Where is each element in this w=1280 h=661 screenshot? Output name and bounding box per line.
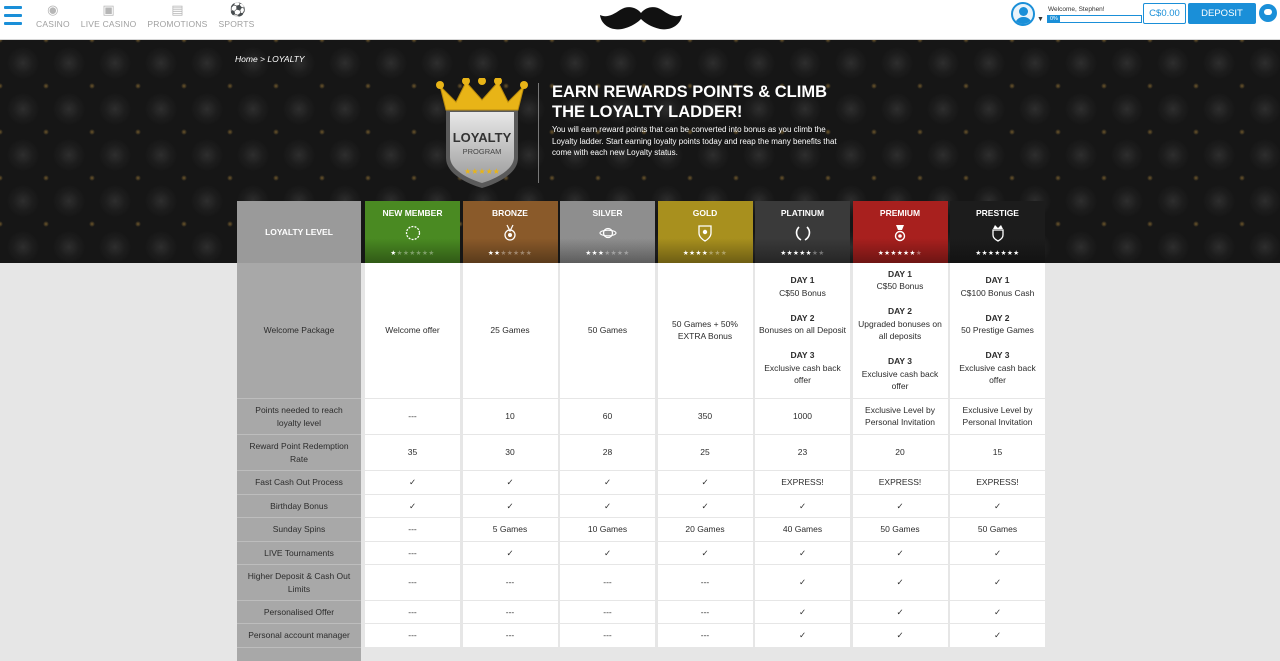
table-cell <box>463 565 558 600</box>
table-cell <box>365 565 460 600</box>
cell-value: --- <box>603 630 612 640</box>
cell-value: --- <box>505 577 515 587</box>
casino-chip-icon: ◉ <box>47 2 59 17</box>
cell-line <box>759 299 846 312</box>
cell-value: ✓ <box>896 630 904 640</box>
table-cell <box>560 495 655 517</box>
row-label-personalised-offer: Personalised Offer <box>237 601 361 624</box>
top-bar <box>0 0 1280 40</box>
table-cell <box>755 399 850 434</box>
table-cell <box>365 263 460 398</box>
level-stars: ★★★★★★★ <box>585 250 630 257</box>
table-cell <box>950 624 1045 647</box>
svg-text:★★★★★: ★★★★★ <box>464 167 500 176</box>
cell-value: ✓ <box>701 500 709 511</box>
table-cell <box>755 263 850 398</box>
table-cell <box>365 624 460 647</box>
table-cell <box>755 471 850 494</box>
cell-line <box>954 299 1041 312</box>
table-cell <box>658 399 753 434</box>
table-cell <box>658 495 753 517</box>
table-cell <box>950 495 1045 517</box>
cell-line: Bonuses on all Deposit <box>759 325 846 335</box>
cell-line <box>857 293 944 306</box>
cell-value: --- <box>603 606 612 617</box>
cell-value: ✓ <box>701 477 709 487</box>
cell-value: Exclusive Level by Personal Invitation <box>962 404 1033 428</box>
nav-label: SPORTS <box>218 19 255 29</box>
row-label-reward-point-redemption-rate: Reward Point Redemption Rate <box>237 435 361 471</box>
cell-value: ✓ <box>798 606 807 617</box>
table-cell <box>365 542 460 564</box>
cell-value: ✓ <box>506 477 514 487</box>
cell-line: Exclusive cash back offer <box>959 362 1036 385</box>
cell-value: 23 <box>797 447 808 457</box>
cell-value: 10 Games <box>587 524 628 534</box>
cell-value: 35 <box>407 447 418 457</box>
cell-line: DAY 3 <box>790 350 815 360</box>
cell-value: 5 Games <box>492 524 528 534</box>
table-cell <box>463 542 558 564</box>
cell-value: 50 Games + 50% EXTRA Bonus <box>672 318 738 342</box>
medal-icon <box>501 224 519 242</box>
cell-value: 25 <box>700 447 710 457</box>
cell-value: 1000 <box>793 411 812 421</box>
cell-value: --- <box>700 630 710 640</box>
cell-value: ✓ <box>993 606 1002 617</box>
table-cell <box>950 399 1045 434</box>
cell-value: ✓ <box>896 577 904 587</box>
cell-value: ✓ <box>506 500 514 511</box>
progress-percent: 0% <box>1050 16 1058 22</box>
table-cell <box>560 542 655 564</box>
table-cell <box>463 399 558 434</box>
level-name: PLATINUM <box>780 208 825 218</box>
table-cell <box>853 435 948 470</box>
table-cell <box>463 601 558 623</box>
laurel-circle-icon <box>404 224 422 242</box>
level-header-new-member <box>365 201 460 263</box>
row-label-welcome-package: Welcome Package <box>237 263 361 399</box>
cell-line <box>954 337 1041 350</box>
level-name: NEW MEMBER <box>382 208 443 218</box>
table-cell <box>658 435 753 470</box>
cell-value: ✓ <box>408 500 417 511</box>
cell-value: 10 <box>505 411 515 421</box>
table-cell <box>463 263 558 398</box>
cell-value: 28 <box>602 447 613 457</box>
table-cell <box>463 495 558 517</box>
table-cell <box>658 624 753 647</box>
table-cell <box>463 471 558 494</box>
cell-value: ✓ <box>993 630 1002 640</box>
cell-line: DAY 3 <box>887 356 913 367</box>
row-label-points-needed-to-reach-loyalty-level: Points needed to reach loyalty level <box>237 399 361 435</box>
cell-line: DAY 2 <box>985 312 1010 323</box>
table-cell <box>560 399 655 434</box>
cell-value: ✓ <box>798 577 807 587</box>
cell-line: DAY 1 <box>790 275 815 285</box>
nav-label: PROMOTIONS <box>147 19 208 29</box>
row-label-sunday-spins: Sunday Spins <box>237 518 361 542</box>
level-stars: ★★★★★★★ <box>877 250 923 257</box>
avatar[interactable] <box>1011 2 1035 26</box>
table-cell <box>560 263 655 398</box>
row-label-fast-cash-out-process: Fast Cash Out Process <box>237 471 361 495</box>
table-cell <box>950 263 1045 398</box>
table-cell <box>658 565 753 600</box>
nav-item-live-casino[interactable] <box>81 3 137 29</box>
gift-icon: ▤ <box>171 2 184 17</box>
table-cell <box>853 542 948 564</box>
table-cell <box>755 435 850 470</box>
level-name: PRESTIGE <box>976 208 1019 218</box>
cell-value: 25 Games <box>490 325 530 335</box>
table-cell <box>365 495 460 517</box>
cell-value: ✓ <box>506 547 514 558</box>
main-nav <box>36 3 265 29</box>
table-cell <box>755 624 850 647</box>
table-cell <box>560 471 655 494</box>
level-name: GOLD <box>692 208 718 218</box>
table-cell <box>365 471 460 494</box>
table-cell <box>755 542 850 564</box>
table-cell <box>755 518 850 541</box>
loyalty-level-header: LOYALTY LEVEL <box>237 201 361 263</box>
cell-value: --- <box>505 606 515 617</box>
cell-line: Exclusive cash back offer <box>861 368 939 392</box>
table-cell <box>560 624 655 647</box>
badge-title: LOYALTY <box>452 130 512 145</box>
cell-value: 50 Games <box>977 524 1018 534</box>
trophy-medal-icon <box>891 224 909 242</box>
table-cell <box>950 565 1045 600</box>
cell-value: EXPRESS! <box>878 477 922 487</box>
table-cell <box>560 518 655 541</box>
table-cell <box>755 565 850 600</box>
table-cell <box>950 518 1045 541</box>
cell-value: --- <box>408 547 417 558</box>
caret-down-icon[interactable]: ▼ <box>1037 16 1044 23</box>
nav-label: CASINO <box>36 19 70 29</box>
cell-value: ✓ <box>896 606 904 617</box>
table-cell <box>463 624 558 647</box>
row-label-higher-deposit-cash-out-limits: Higher Deposit & Cash Out Limits <box>237 565 361 601</box>
cell-value: --- <box>603 577 612 587</box>
cell-line: DAY 1 <box>887 268 913 279</box>
cell-value: --- <box>408 606 417 617</box>
cell-line: C$50 Bonus <box>876 281 924 292</box>
hero-title: EARN REWARDS POINTS & CLIMB THE LOYALTY LADDER! <box>552 83 828 121</box>
soccer-ball-icon: ⚽ <box>229 2 246 17</box>
level-stars: ★★★★★★★ <box>780 250 825 257</box>
table-cell <box>365 435 460 470</box>
mustache-logo[interactable] <box>598 4 684 34</box>
planet-icon <box>599 224 617 242</box>
cell-line <box>857 343 944 356</box>
cell-value: ✓ <box>993 577 1002 587</box>
table-cell <box>853 471 948 494</box>
cell-value: 20 Games <box>685 524 725 534</box>
table-cell <box>853 399 948 434</box>
cell-value: 50 Games <box>880 524 920 534</box>
hamburger-menu-icon[interactable] <box>4 6 22 28</box>
loyalty-progress-bar <box>1047 15 1142 23</box>
cell-value: ✓ <box>603 547 612 558</box>
cell-value: 60 <box>602 411 613 421</box>
chat-icon[interactable] <box>1259 4 1277 22</box>
cell-value: --- <box>408 577 417 587</box>
cell-line: C$100 Bonus Cash <box>960 287 1035 298</box>
nav-item-promotions[interactable] <box>147 3 207 29</box>
level-stars: ★★★★★★★ <box>390 250 435 257</box>
table-cell <box>658 518 753 541</box>
hero-description: You will earn reward points that can be converted into bonus as you climb the Loyalty ladder. Start earning loyalty points today and reap the many benefits that come with each new Loyalty status. <box>552 125 837 157</box>
table-cell <box>853 565 948 600</box>
cell-value: --- <box>408 630 417 640</box>
table-cell <box>755 495 850 517</box>
cell-value: 350 <box>697 411 713 421</box>
crown-shield-icon <box>989 224 1007 242</box>
cell-value: 30 <box>505 447 515 457</box>
table-cell <box>853 624 948 647</box>
cell-value: ✓ <box>798 547 807 558</box>
table-cell <box>463 518 558 541</box>
cell-value: ✓ <box>701 547 709 558</box>
breadcrumb[interactable]: Home > LOYALTY <box>235 54 305 64</box>
cell-line <box>759 337 846 350</box>
table-cell <box>658 471 753 494</box>
table-cell <box>365 399 460 434</box>
cell-value: Welcome offer <box>385 325 440 335</box>
level-stars: ★★★★★★★ <box>682 250 728 257</box>
table-cell <box>853 263 948 398</box>
cell-value: ✓ <box>603 500 612 511</box>
table-cell <box>560 601 655 623</box>
table-cell <box>463 435 558 470</box>
table-cell <box>560 565 655 600</box>
level-stars: ★★★★★★★ <box>487 250 533 257</box>
cell-line: Upgraded bonuses on all deposits <box>858 318 942 342</box>
cell-value: --- <box>408 411 417 421</box>
level-header-silver <box>560 201 655 263</box>
cell-value: ✓ <box>798 500 807 511</box>
cell-value: ✓ <box>603 477 612 487</box>
level-name: PREMIUM <box>879 208 921 218</box>
table-cell <box>365 518 460 541</box>
hero-divider <box>538 83 539 183</box>
cell-value: --- <box>700 606 710 617</box>
cell-value: Exclusive Level by Personal Invitation <box>865 404 935 428</box>
table-cell <box>853 601 948 623</box>
cell-line: Exclusive cash back offer <box>764 362 841 385</box>
nav-item-sports[interactable] <box>218 3 254 29</box>
table-cell <box>950 435 1045 470</box>
table-cell <box>950 601 1045 623</box>
table-cell <box>658 542 753 564</box>
table-cell <box>560 435 655 470</box>
badge-subtitle: PROGRAM <box>462 147 502 156</box>
cell-value: ✓ <box>993 547 1002 558</box>
level-header-prestige <box>950 201 1045 263</box>
table-cell <box>658 263 753 398</box>
cell-value: ✓ <box>896 547 904 558</box>
cell-value: ✓ <box>408 477 417 487</box>
level-name: BRONZE <box>492 208 528 218</box>
row-label-personal-account-manager: Personal account manager <box>237 624 361 648</box>
cell-value: ✓ <box>993 500 1002 511</box>
table-cell <box>853 495 948 517</box>
nav-item-casino[interactable] <box>36 3 70 29</box>
table-cell <box>950 471 1045 494</box>
table-cell <box>950 542 1045 564</box>
table-cell <box>755 601 850 623</box>
balance-display[interactable]: C$0.00 <box>1143 3 1186 24</box>
cell-line: 50 Prestige Games <box>961 325 1034 335</box>
nav-label: LIVE CASINO <box>80 19 137 29</box>
level-header-premium <box>853 201 948 263</box>
cell-value: 15 <box>992 447 1003 457</box>
cell-value: EXPRESS! <box>976 477 1019 487</box>
table-cell <box>365 601 460 623</box>
cards-icon: ▣ <box>102 2 115 17</box>
level-header-platinum <box>755 201 850 263</box>
cell-line: DAY 3 <box>985 350 1010 360</box>
table-cell <box>853 518 948 541</box>
row-label-live-tournaments: LIVE Tournaments <box>237 542 361 565</box>
level-header-bronze <box>463 201 558 263</box>
table-cell <box>658 601 753 623</box>
row-label-birthday-bonus: Birthday Bonus <box>237 495 361 518</box>
cell-value: ✓ <box>798 630 807 640</box>
deposit-button[interactable]: DEPOSIT <box>1188 3 1256 24</box>
cell-line: C$50 Bonus <box>779 287 826 298</box>
cell-value: 20 <box>895 447 905 457</box>
cell-value: 50 Games <box>587 325 628 335</box>
cell-line: DAY 2 <box>887 306 913 317</box>
cell-value: 40 Games <box>782 524 823 534</box>
loyalty-program-badge <box>436 78 528 188</box>
level-header-gold <box>658 201 753 263</box>
level-stars: ★★★★★★★ <box>975 250 1020 257</box>
cell-value: EXPRESS! <box>781 477 824 487</box>
cell-value: --- <box>408 524 417 534</box>
shield-crest-icon <box>696 224 714 242</box>
cell-line: DAY 1 <box>985 275 1010 285</box>
welcome-text: Welcome, Stephen! <box>1048 6 1105 13</box>
level-name: SILVER <box>592 208 623 218</box>
cell-line: DAY 2 <box>790 312 815 323</box>
cell-value: --- <box>700 577 710 587</box>
cell-value: --- <box>505 630 515 640</box>
cell-value: ✓ <box>896 500 904 511</box>
laurel-wreath-icon <box>794 224 812 242</box>
